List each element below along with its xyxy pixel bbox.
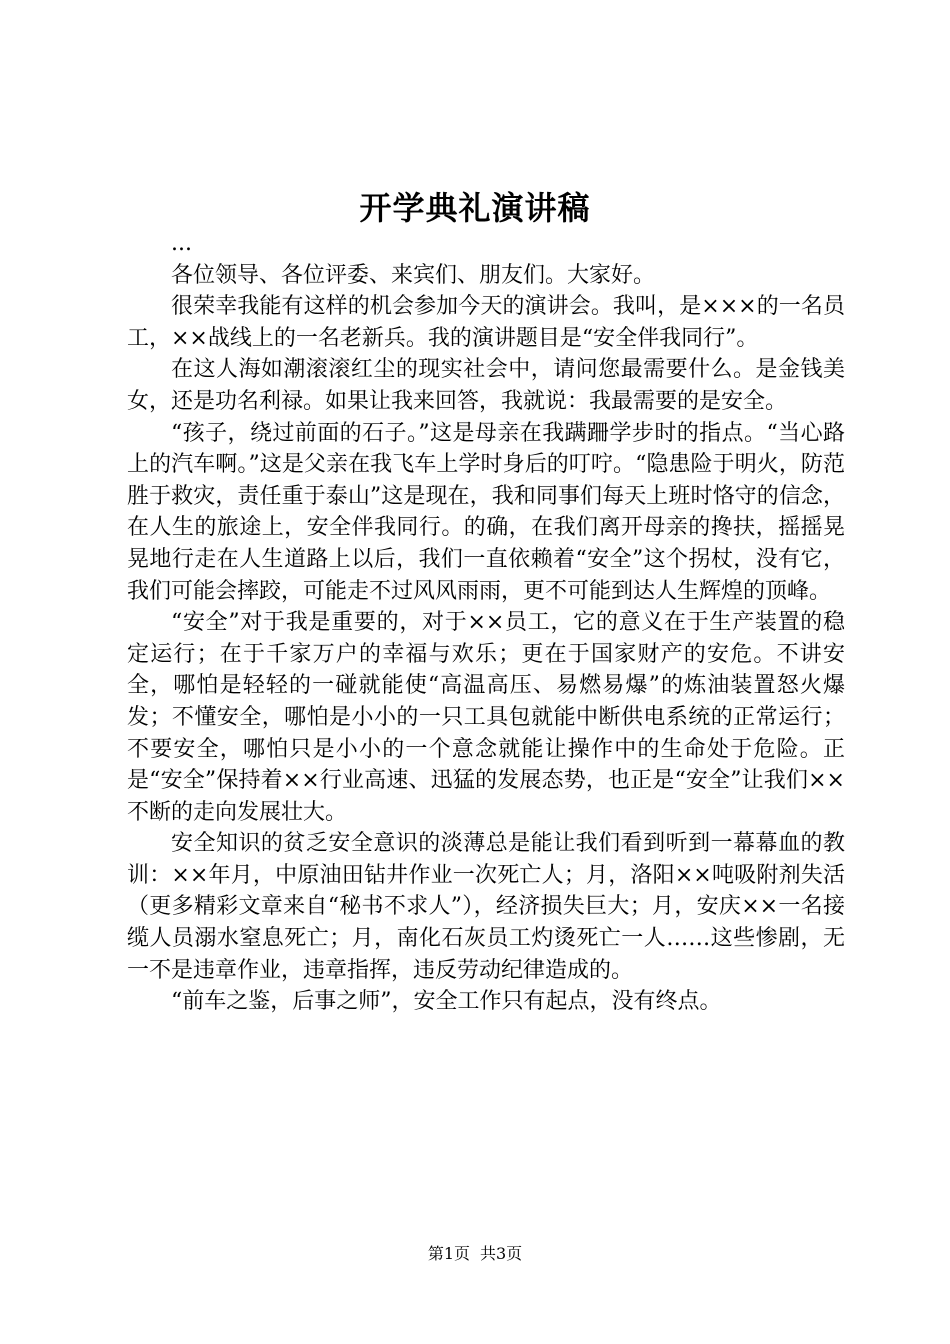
paragraph-lessons: 安全知识的贫乏安全意识的淡薄总是能让我们看到听到一幕幕血的教训：××年月，中原油田钻井作业一次死亡人；月，洛阳××吨吸附剂失活（更多精彩文章来自“秘书不求人”），经济损失巨大；月，安庆××一名接缆人员溺水窒息死亡；月，南化石灰员工灼烫死亡一人……这些惨剧，无一不是违章作业，违章指挥，违反劳动纪律造成的。 [127, 831, 845, 983]
paragraph-introduction: 很荣幸我能有这样的机会参加今天的演讲会。我叫，是×××的一名员工，××战线上的一名老新兵。我的演讲题目是“安全伴我同行”。 [127, 294, 845, 351]
paragraph-greeting: 各位领导、各位评委、来宾们、朋友们。大家好。 [171, 262, 656, 288]
paragraph-conclusion: “前车之鉴，后事之师”，安全工作只有起点，没有终点。 [171, 989, 722, 1015]
paragraph-ellipsis: ... [171, 231, 192, 256]
page-total: 共3页 [480, 1244, 523, 1263]
page-number: 第1页 [427, 1244, 470, 1263]
page-footer [0, 1243, 950, 1265]
document-body [127, 228, 845, 1018]
document-title: 开学典礼演讲稿 [359, 189, 591, 227]
paragraph-childhood: “孩子，绕过前面的石子。”这是母亲在我蹒跚学步时的指点。“当心路上的汽车啊。”这是父亲在我飞车上学时身后的叮咛。“隐患险于明火，防范胜于救灾，责任重于泰山”这是现在，我和同事们每天上班时恪守的信念，在人生的旅途上，安全伴我同行。的确，在我们离开母亲的搀扶，摇摇晃晃地行走在人生道路上以后，我们一直依赖着“安全”这个拐杖，没有它，我们可能会摔跤，可能走不过风风雨雨，更不可能到达人生辉煌的顶峰。 [127, 420, 845, 604]
paragraph-importance: “安全”对于我是重要的，对于××员工，它的意义在于生产装置的稳定运行；在于千家万户的幸福与欢乐；更在于国家财产的安危。不讲安全，哪怕是轻轻的一碰就能使“高温高压、易燃易爆”的炼油装置怒火爆发；不懂安全，哪怕是小小的一只工具包就能中断供电系统的正常运行；不要安全，哪怕只是小小的一个意念就能让操作中的生命处于危险。正是“安全”保持着××行业高速、迅猛的发展态势，也正是“安全”让我们××不断的走向发展壮大。 [127, 610, 845, 825]
paragraph-question: 在这人海如潮滚滚红尘的现实社会中，请问您最需要什么。是金钱美女，还是功名利禄。如果让我来回答，我就说：我最需要的是安全。 [127, 357, 845, 414]
